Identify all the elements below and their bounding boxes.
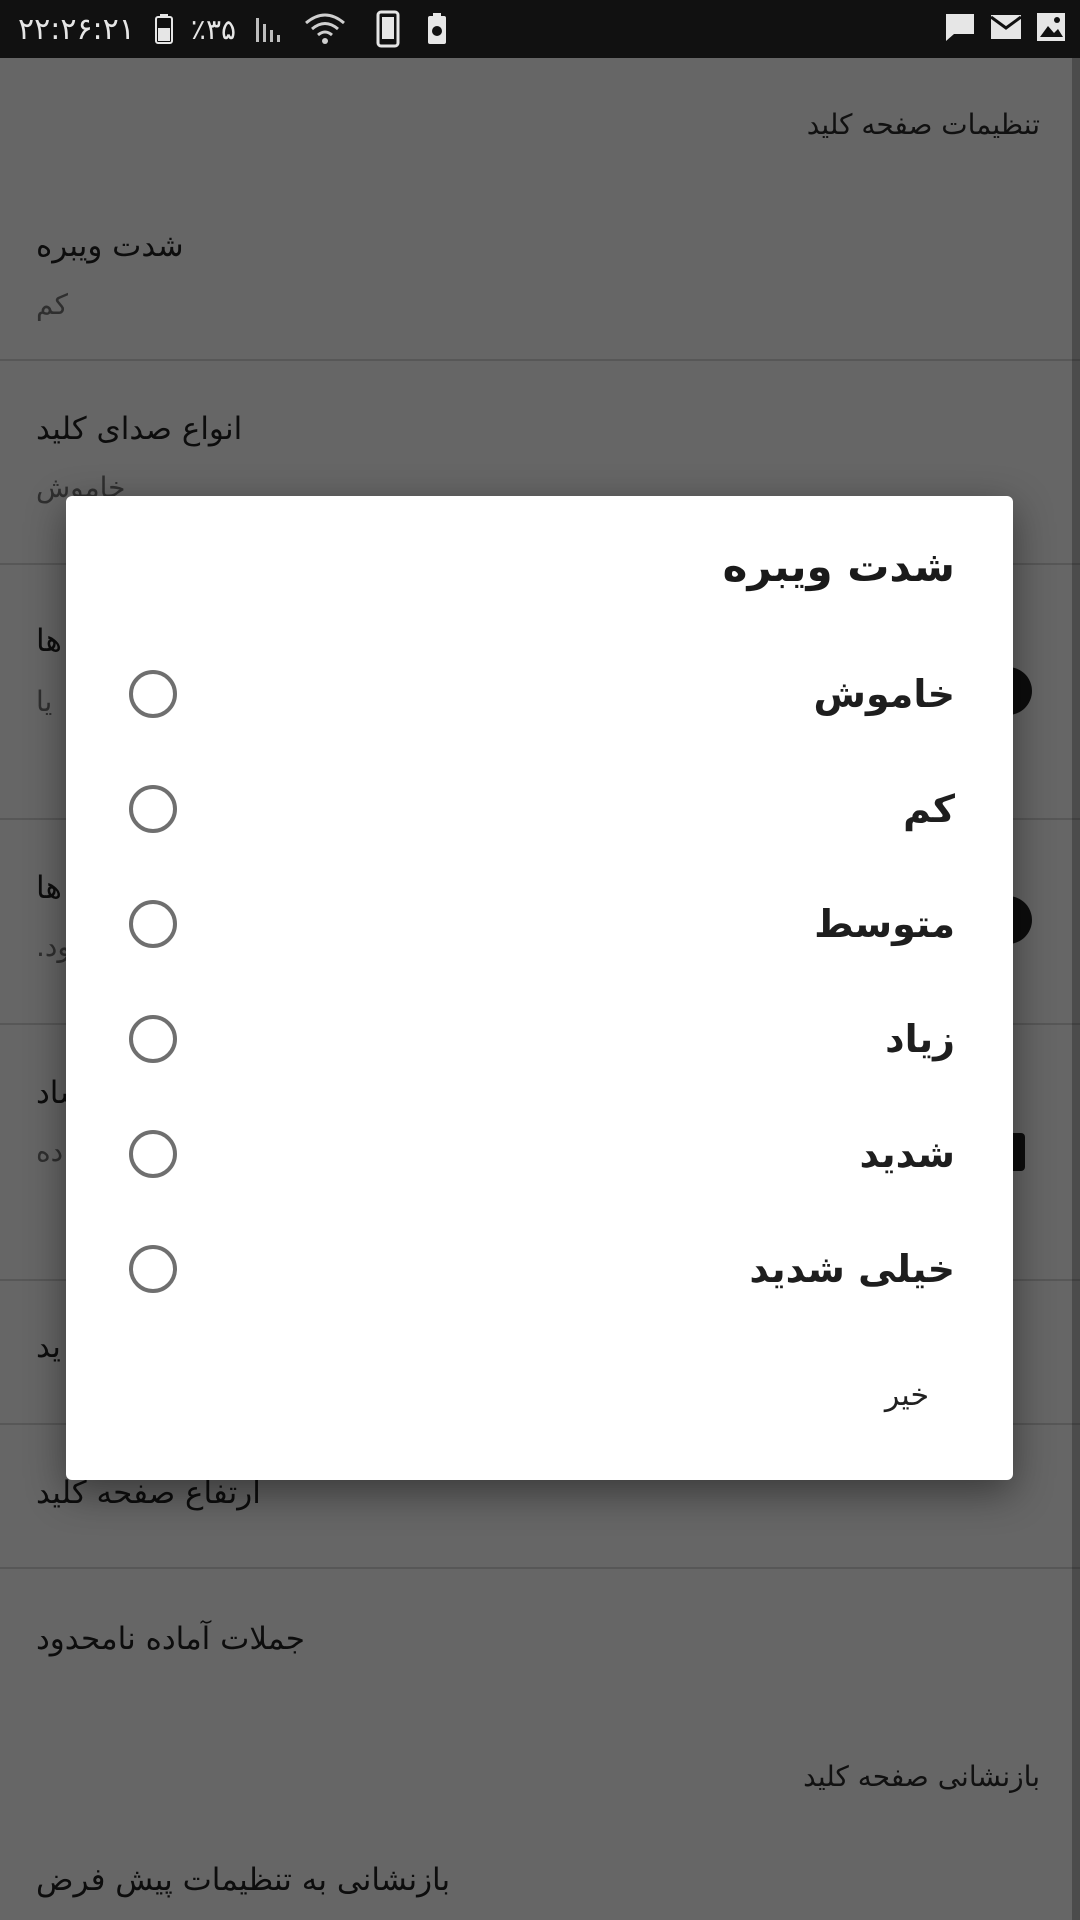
scrollbar [1072,58,1080,1920]
option-label: شدید [859,1131,955,1176]
radio-button[interactable] [129,785,177,833]
signal-icon [254,14,288,44]
radio-button[interactable] [129,1130,177,1178]
status-bar [0,0,1080,58]
dialog-title: شدت ویبره [722,542,955,591]
radio-button[interactable] [129,1015,177,1063]
radio-button[interactable] [129,900,177,948]
status-time: ۲۲:۲۶:۲۱ [18,11,135,47]
mail-icon [990,14,1022,44]
option-label: متوسط [814,901,955,946]
radio-button[interactable] [129,1245,177,1293]
wifi-icon [304,13,346,45]
gallery-icon [1036,12,1066,46]
cancel-button[interactable]: خیر [873,1368,941,1423]
radio-option-off[interactable] [66,636,1013,751]
radio-option-medium[interactable] [66,866,1013,981]
battery-icon [155,14,173,44]
option-label: خاموش [813,671,955,716]
option-label: زیاد [885,1016,955,1061]
vibration-intensity-dialog [66,496,1013,1480]
phone-icon [376,10,400,48]
radio-option-strong[interactable] [66,1096,1013,1211]
radio-option-low[interactable] [66,751,1013,866]
option-label: خیلی شدید [749,1246,955,1291]
option-label: کم [903,786,955,831]
radio-option-high[interactable] [66,981,1013,1096]
battery-percent: ٪۳۵ [190,12,237,46]
radio-option-very-strong[interactable] [66,1211,1013,1326]
message-icon [944,12,976,46]
radio-button[interactable] [129,670,177,718]
battery-saver-icon [426,13,448,45]
